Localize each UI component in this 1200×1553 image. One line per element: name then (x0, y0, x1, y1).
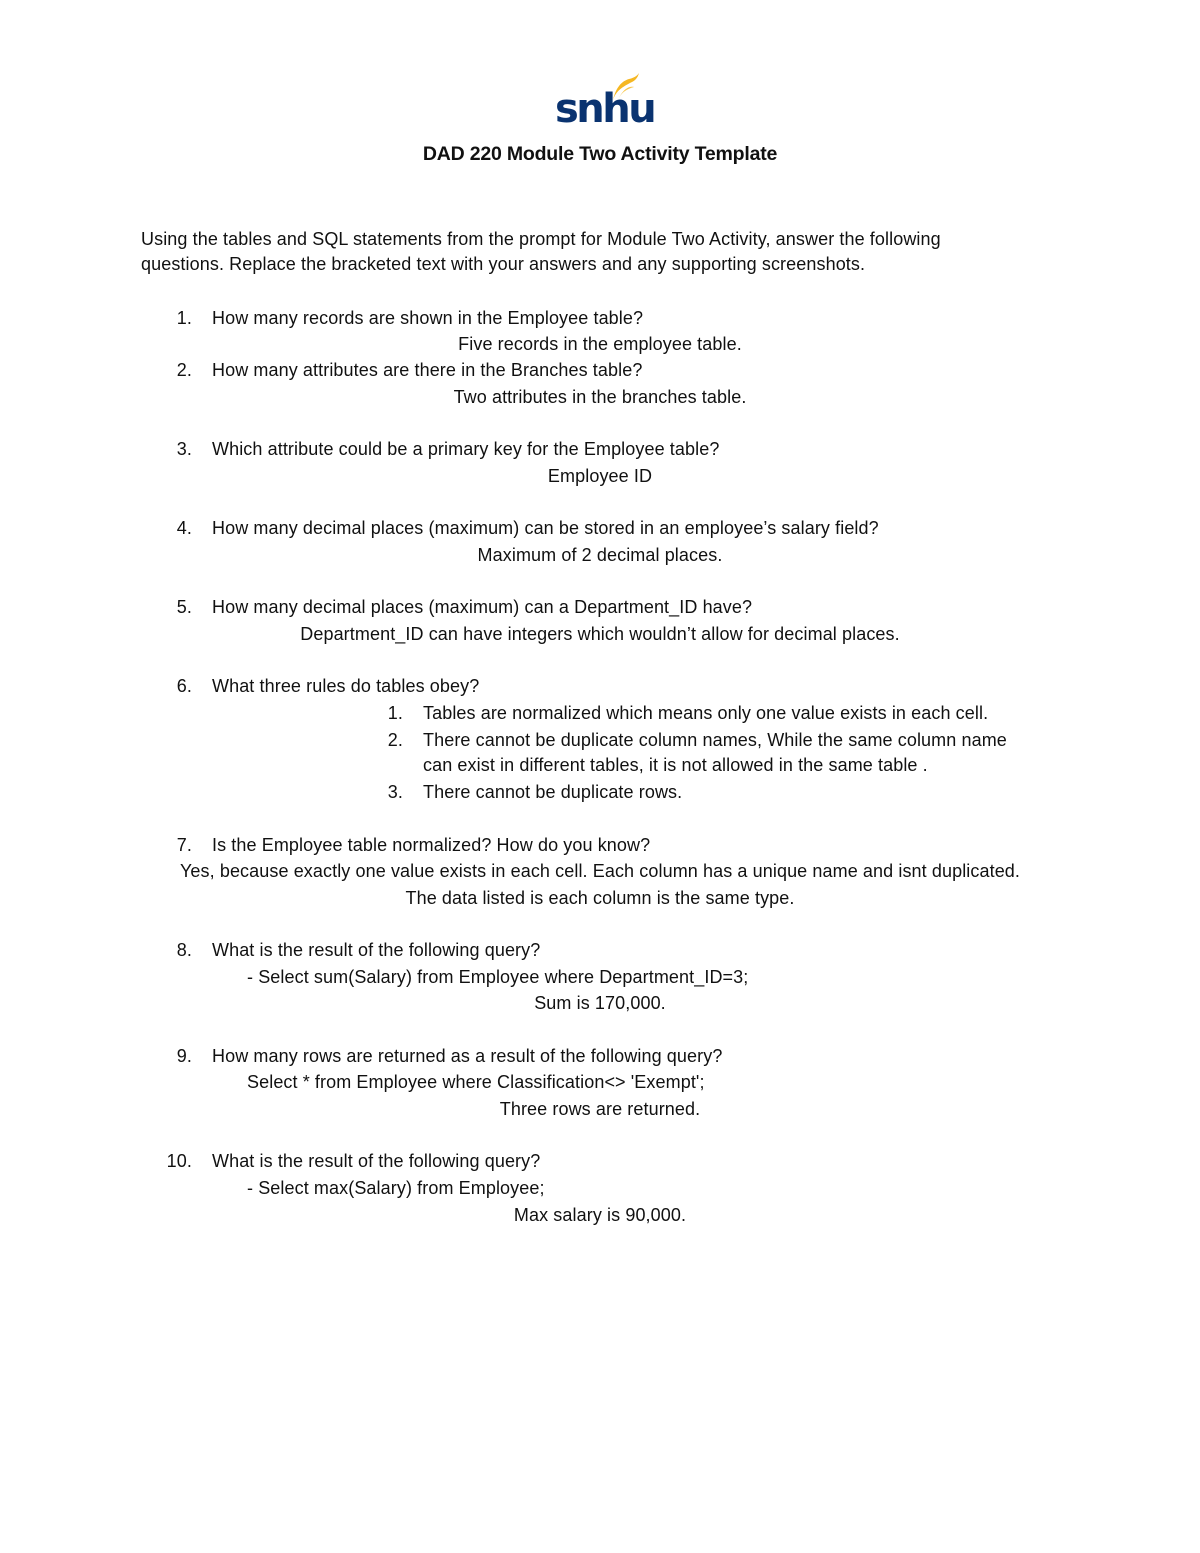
query-text: - Select max(Salary) from Employee; (247, 1178, 545, 1198)
snhu-logo (555, 73, 655, 133)
rule-text: Tables are normalized which means only one value exists in each cell. (423, 703, 989, 723)
question-number: 3. (176, 439, 192, 459)
question-text: How many attributes are there in the Branches table? (212, 360, 643, 380)
question-number: 9. (176, 1046, 192, 1066)
page-title: DAD 220 Module Two Activity Template (422, 143, 778, 165)
question-number: 7. (176, 835, 192, 855)
question-text: What is the result of the following query? (212, 940, 541, 960)
question-text: How many records are shown in the Employee table? (212, 308, 644, 328)
rule-number: 2. (387, 730, 403, 750)
query-text: Select * from Employee where Classification<> 'Exempt'; (247, 1072, 705, 1092)
answer-text: Two attributes in the branches table. (453, 387, 747, 407)
question-text: What is the result of the following query? (212, 1151, 541, 1171)
logo-wordmark: snhu (555, 86, 655, 132)
question-number: 8. (176, 940, 192, 960)
question-number: 10. (166, 1151, 192, 1171)
answer-text: Maximum of 2 decimal places. (477, 545, 723, 565)
answer-text: Three rows are returned. (499, 1099, 701, 1119)
question-text: How many rows are returned as a result of the following query? (212, 1046, 723, 1066)
rule-text-continued: can exist in different tables, it is not allowed in the same table . (423, 755, 928, 775)
answer-text: Employee ID (547, 466, 653, 486)
answer-text: Yes, because exactly one value exists in each cell. Each column has a unique name and isnt duplicated. (179, 861, 1021, 881)
answer-text: Max salary is 90,000. (513, 1205, 687, 1225)
question-text: How many decimal places (maximum) can a Department_ID have? (212, 597, 753, 617)
question-text: How many decimal places (maximum) can be stored in an employee’s salary field? (212, 518, 879, 538)
answer-text: Five records in the employee table. (458, 334, 742, 354)
question-number: 1. (176, 308, 192, 328)
rule-text: There cannot be duplicate rows. (423, 782, 683, 802)
question-text: Is the Employee table normalized? How do you know? (212, 835, 651, 855)
question-number: 2. (176, 360, 192, 380)
intro-line-1: Using the tables and SQL statements from the prompt for Module Two Activity, answer the following (141, 229, 941, 249)
question-number: 4. (176, 518, 192, 538)
rule-text: There cannot be duplicate column names, While the same column name (423, 730, 1007, 750)
answer-text: Sum is 170,000. (534, 993, 666, 1013)
rule-number: 3. (387, 782, 403, 802)
question-text: Which attribute could be a primary key for the Employee table? (212, 439, 720, 459)
answer-text: Department_ID can have integers which wouldn’t allow for decimal places. (300, 624, 900, 644)
answer-text-continued: The data listed is each column is the same type. (405, 888, 795, 908)
rule-number: 1. (387, 703, 403, 723)
question-number: 6. (176, 676, 192, 696)
question-text: What three rules do tables obey? (212, 676, 480, 696)
intro-line-2: questions. Replace the bracketed text with your answers and any supporting screenshots. (141, 254, 866, 274)
question-number: 5. (176, 597, 192, 617)
query-text: - Select sum(Salary) from Employee where Department_ID=3; (247, 967, 749, 987)
